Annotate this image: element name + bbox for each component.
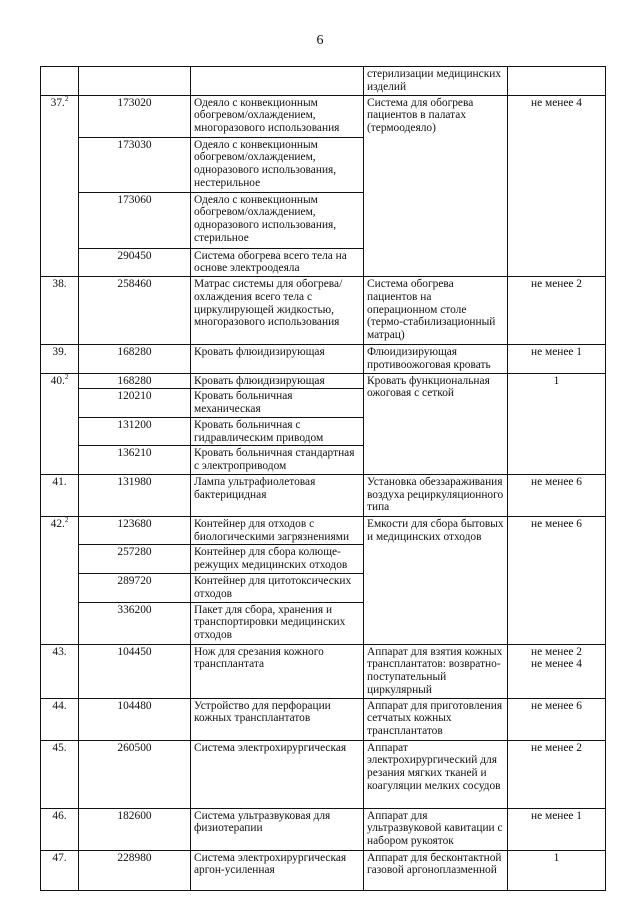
quantity-line: не менее 6 xyxy=(530,475,582,488)
system-cell: Аппарат электрохирургический для резания мягких тканей и коагуляции мелких сосудов xyxy=(364,740,508,808)
row-number-cell xyxy=(41,67,79,96)
quantity-cell xyxy=(508,277,606,345)
quantity-cell xyxy=(508,516,606,644)
item-name-cell: Нож для срезания кожного трансплантата xyxy=(191,644,364,698)
code-cell: 173060 xyxy=(79,192,191,248)
code-cell: 131200 xyxy=(79,417,191,446)
quantity-cell xyxy=(508,698,606,740)
system-cell: Аппарат для ультразвуковой кавитации с набором рукояток xyxy=(364,808,508,850)
item-name-cell: Система обогрева всего тела на основе электроодеяла xyxy=(191,248,364,277)
table-row xyxy=(41,698,606,740)
row-number: 39. xyxy=(52,346,67,359)
system-cell: Система обогрева пациентов на операционном столе (термо-стабилизационный матрац) xyxy=(364,277,508,345)
table-row xyxy=(41,373,606,389)
row-number: 43. xyxy=(52,645,67,658)
quantity-line: не менее 2 xyxy=(530,741,582,754)
quantity-line: не менее 4 xyxy=(530,658,582,671)
item-name-cell: Система ультразвуковая для физиотерапии xyxy=(191,808,364,850)
quantity-line: не менее 2 xyxy=(530,278,582,291)
table-row xyxy=(41,67,606,96)
code-cell: 290450 xyxy=(79,248,191,277)
system-cell: Кровать функциональная ожоговая с сеткой xyxy=(364,373,508,474)
row-number-cell xyxy=(41,644,79,698)
equipment-table xyxy=(40,66,606,891)
row-number: 44. xyxy=(52,699,67,712)
quantity-line: не менее 1 xyxy=(530,809,582,822)
item-name-cell: Кровать флюидизирующая xyxy=(191,373,364,389)
row-number: 38. xyxy=(52,278,67,291)
system-cell: Флюидизирующая противоожоговая кровать xyxy=(364,345,508,374)
quantity-line: не менее 6 xyxy=(530,517,582,530)
quantity-line: не менее 1 xyxy=(530,346,582,359)
quantity-cell xyxy=(508,740,606,808)
item-name-cell: Система электрохирургическая аргон-усиленная xyxy=(191,850,364,890)
quantity-cell xyxy=(508,808,606,850)
row-number-cell xyxy=(41,277,79,345)
item-name-cell: Лампа ультрафиолетовая бактерицидная xyxy=(191,474,364,516)
item-name-cell: Контейнер для отходов с биологическими загрязнениями xyxy=(191,516,364,545)
quantity-line: не менее 2 xyxy=(530,645,582,658)
table-row xyxy=(41,740,606,808)
item-name-cell: Пакет для сбора, хранения и транспортировки медицинских отходов xyxy=(191,602,364,644)
row-number: 47. xyxy=(52,851,67,864)
quantity-cell xyxy=(508,345,606,374)
table-row xyxy=(41,277,606,345)
page-number: 6 xyxy=(316,33,324,48)
code-cell: 258460 xyxy=(79,277,191,345)
table-row xyxy=(41,644,606,698)
code-cell: 104450 xyxy=(79,644,191,698)
code-cell: 257280 xyxy=(79,545,191,574)
code-cell: 168280 xyxy=(79,373,191,389)
quantity-cell xyxy=(508,850,606,890)
system-cell: Система для обогрева пациентов в палатах (термоодеяло) xyxy=(364,95,508,277)
system-cell: Аппарат для взятия кожных трансплантатов: возвратно-поступательный циркулярный xyxy=(364,644,508,698)
quantity-cell xyxy=(508,67,606,96)
row-number-cell xyxy=(41,95,79,277)
code-cell: 336200 xyxy=(79,602,191,644)
footnote-marker: 2 xyxy=(64,373,69,381)
row-number-cell xyxy=(41,850,79,890)
quantity-line: 1 xyxy=(553,374,560,387)
code-cell: 228980 xyxy=(79,850,191,890)
code-cell: 104480 xyxy=(79,698,191,740)
system-cell: Аппарат для приготовления сетчатых кожных трансплантатов xyxy=(364,698,508,740)
footnote-marker: 2 xyxy=(64,516,69,525)
table-row xyxy=(41,474,606,516)
code-cell: 289720 xyxy=(79,574,191,603)
row-number-cell xyxy=(41,740,79,808)
code-cell: 173020 xyxy=(79,95,191,137)
quantity-line: 1 xyxy=(553,851,560,864)
table-row xyxy=(41,516,606,545)
table-row xyxy=(41,345,606,374)
code-cell: 120210 xyxy=(79,389,191,418)
item-name-cell: Одеяло с конвекционным обогревом/охлаждением, одноразового использования, нестерильное xyxy=(191,137,364,192)
row-number: 45. xyxy=(52,741,67,754)
quantity-cell xyxy=(508,95,606,277)
item-name-cell: Кровать флюидизирующая xyxy=(191,345,364,374)
row-number-cell xyxy=(41,474,79,516)
row-number-cell xyxy=(41,373,79,474)
row-number: 46. xyxy=(52,809,67,822)
row-number: 37. xyxy=(50,96,65,109)
item-name-cell: Контейнер для сбора колюще-режущих медицинских отходов xyxy=(191,545,364,574)
quantity-cell xyxy=(508,474,606,516)
item-name-cell: Одеяло с конвекционным обогревом/охлаждением, одноразового использования, стерильное xyxy=(191,192,364,248)
code-cell: 173030 xyxy=(79,137,191,192)
system-cell: Емкости для сбора бытовых и медицинских отходов xyxy=(364,516,508,644)
item-name-cell: Матрас системы для обогрева/охлаждения всего тела с циркулирующей жидкостью, многоразового использования xyxy=(191,277,364,345)
item-name-cell: Устройство для перфорации кожных трансплантатов xyxy=(191,698,364,740)
row-number: 40. xyxy=(50,374,65,387)
code-cell xyxy=(79,67,191,96)
code-cell: 131980 xyxy=(79,474,191,516)
item-name-cell: Одеяло с конвекционным обогревом/охлаждением, многоразового использования xyxy=(191,95,364,137)
row-number-cell xyxy=(41,808,79,850)
row-number: 42. xyxy=(50,517,65,530)
row-number-cell xyxy=(41,698,79,740)
item-name-cell: Система электрохирургическая xyxy=(191,740,364,808)
table-row xyxy=(41,808,606,850)
item-name-cell: Контейнер для цитотоксических отходов xyxy=(191,574,364,603)
code-cell: 182600 xyxy=(79,808,191,850)
quantity-line: не менее 6 xyxy=(530,699,582,712)
row-number: 41. xyxy=(52,475,67,488)
system-cell: Аппарат для бесконтактной газовой аргоноплазменной xyxy=(364,850,508,890)
system-cell: стерилизации медицинских изделий xyxy=(364,67,508,96)
item-name-cell: Кровать больничная механическая xyxy=(191,389,364,418)
code-cell: 136210 xyxy=(79,446,191,475)
row-number-cell xyxy=(41,516,79,644)
table-row xyxy=(41,850,606,890)
item-name-cell: Кровать больничная стандартная с электроприводом xyxy=(191,446,364,475)
footnote-marker: 2 xyxy=(64,95,69,103)
equipment-table-body xyxy=(41,67,606,891)
item-name-cell xyxy=(191,67,364,96)
code-cell: 123680 xyxy=(79,516,191,545)
code-cell: 260500 xyxy=(79,740,191,808)
quantity-cell xyxy=(508,373,606,474)
code-cell: 168280 xyxy=(79,345,191,374)
item-name-cell: Кровать больничная с гидравлическим приводом xyxy=(191,417,364,446)
quantity-cell xyxy=(508,644,606,698)
system-cell: Установка обеззараживания воздуха рециркуляционного типа xyxy=(364,474,508,516)
table-row xyxy=(41,95,606,137)
quantity-line: не менее 4 xyxy=(530,96,582,109)
row-number-cell xyxy=(41,345,79,374)
